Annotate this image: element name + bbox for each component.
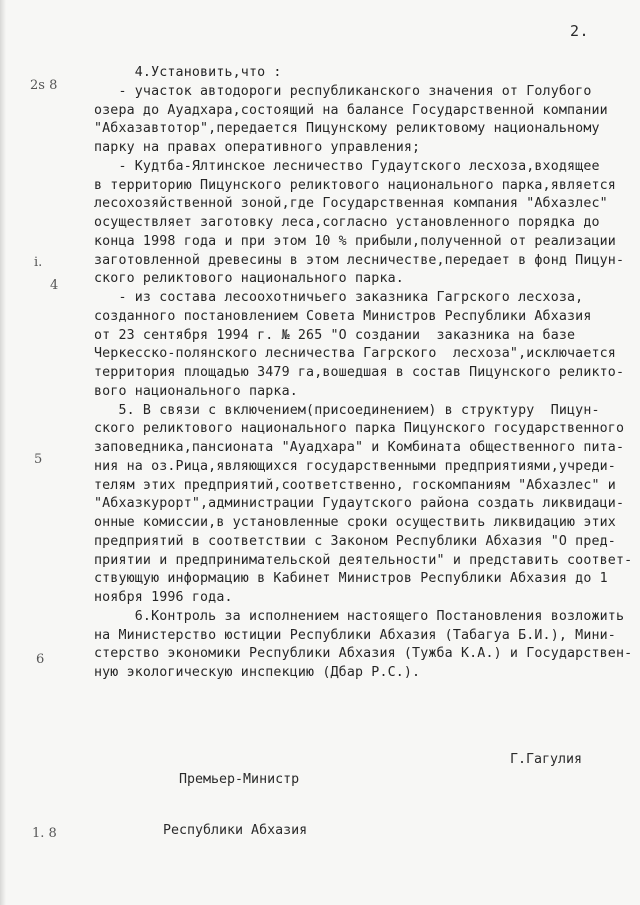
body-line: ствующую информацию в Кабинет Министров Республики Абхазия до 1: [94, 571, 608, 587]
body-line: онные комиссии,в установленные сроки осуществить ликвидацию этих: [94, 515, 616, 530]
signature-title-line2: Республики Абхазия: [163, 823, 308, 838]
body-line: лесохозяйственной зоной,где Государственная компания "Абхазлес": [94, 196, 608, 212]
margin-mark: 1. 8: [32, 826, 57, 841]
body-line: стерство экономики Республики Абхазия (Тужба К.А.) и Государствен-: [94, 646, 633, 662]
body-line: - участок автодороги республиканского значения от Голубого: [94, 83, 592, 99]
body-line: ского реликтового национального парка.: [94, 271, 404, 287]
margin-mark: i.: [34, 255, 43, 270]
scan-edge-shadow: [0, 0, 6, 905]
body-line: - из состава лесоохотничьего заказника Гагрского лесхоза,: [94, 290, 584, 305]
body-line: телям этих предприятий,соответственно, госкомпаниям "Абхазлес" и: [94, 477, 616, 493]
body-line: ния на оз.Рица,являющихся государственными предприятиями,учреди-: [94, 458, 616, 474]
body-line: - Кудтба-Ялтинское лесничество Гудаутского лесхоза,входящее: [94, 158, 600, 174]
body-line: озера до Ауадхара,состоящий на балансе Государственной компании: [94, 102, 608, 118]
margin-mark: 2s 8: [30, 78, 58, 93]
body-line: ноября 1996 года.: [94, 590, 233, 605]
signature-title-line1: Премьер-Министр: [163, 772, 300, 787]
margin-mark: 6: [36, 652, 45, 667]
body-line: "Абхазавтотор",передается Пицунскому реликтовому национальному: [94, 121, 600, 137]
body-line: в территорию Пицунского реликтового национального парка,является: [94, 177, 616, 193]
body-line: приятии и предпринимательской деятельности" и представить соответ-: [94, 552, 633, 568]
body-line: на Министерство юстиции Республики Абхазия (Табагуа Б.И.), Мини-: [94, 627, 616, 643]
signature-name: Г.Гагулия: [510, 752, 583, 767]
body-line: заповедника,пансионата "Ауадхара" и Комбината общественного пита-: [94, 440, 625, 455]
body-line: "Абхазкурорт",администрации Гудаутского района создать ликвидаци-: [94, 496, 625, 512]
body-line: парку на правах оперативного управления;: [94, 140, 421, 155]
body-line: конца 1998 года и при этом 10 % прибыли,полученной от реализации: [94, 233, 616, 249]
body-line: 6.Контроль за исполнением настоящего Постановления возложить: [94, 608, 625, 624]
body-line: созданного постановлением Совета Министров Республики Абхазия: [94, 308, 592, 324]
margin-mark: 4: [50, 278, 59, 293]
margin-mark: 5: [34, 452, 43, 467]
body-line: ную экологическую инспекцию (Дбар Р.С.).: [94, 665, 421, 680]
body-line: предприятий в соответствии с Законом Республики Абхазия "О пред-: [94, 533, 616, 549]
body-line: 5. В связи с включением(присоединением) в структуру Пицун-: [94, 402, 600, 418]
page-number: 2.: [570, 22, 590, 40]
body-line: от 23 сентября 1994 г. № 265 "О создании заказника на базе: [94, 327, 576, 343]
body-line: вого национального парка.: [94, 383, 298, 399]
document-body: [94, 64, 633, 683]
body-line: ского реликтового национального парка Пицунского государственного: [94, 421, 625, 437]
body-line: осуществляет заготовку леса,согласно установленного порядка до: [94, 215, 600, 230]
body-line: 4.Установить,что :: [94, 65, 282, 80]
body-line: Черкесско-полянского лесничества Гагрского лесхоза",исключается: [94, 346, 616, 362]
signature-title: [163, 737, 307, 873]
body-line: заготовленной древесины в этом лесничестве,передает в фонд Пицун-: [94, 252, 625, 268]
body-line: территория площадью 3479 га,вошедшая в состав Пицунского реликто-: [94, 365, 625, 380]
